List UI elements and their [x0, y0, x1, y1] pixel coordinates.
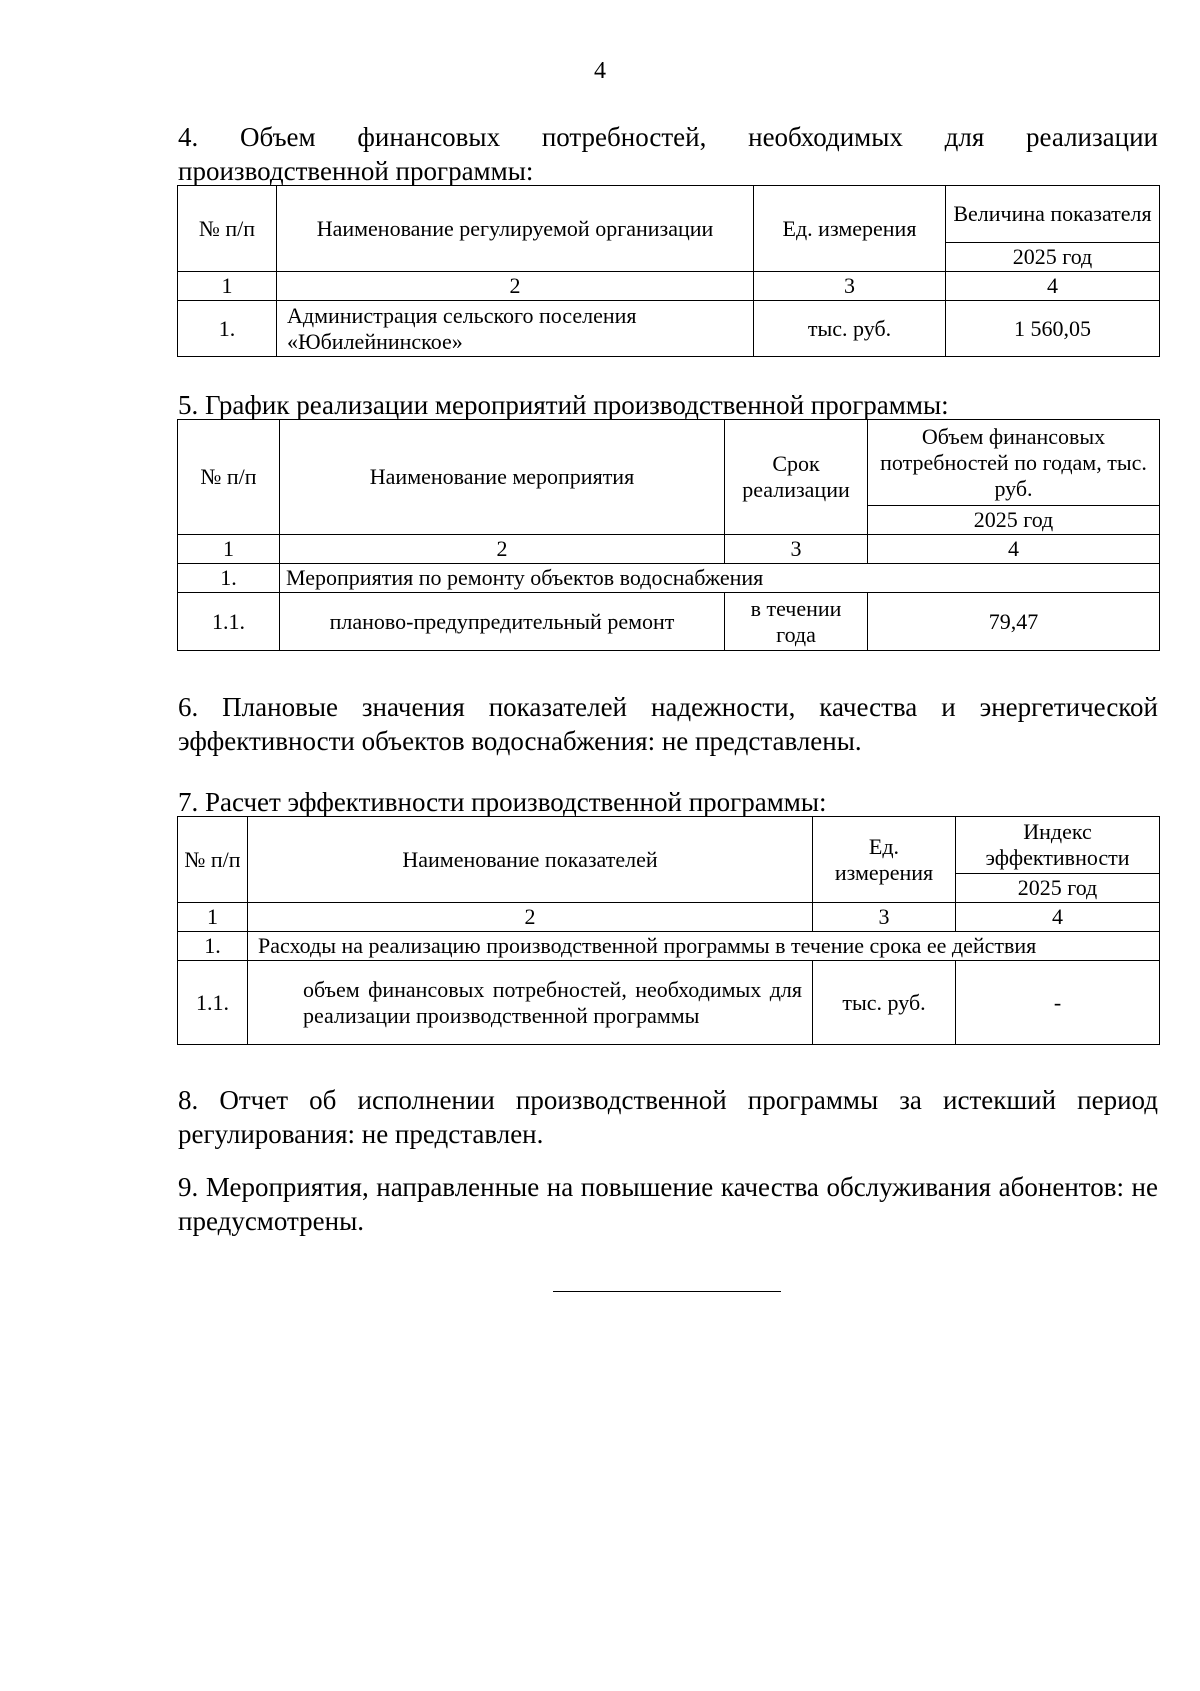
header-unit: Ед. измерения: [813, 817, 956, 903]
header-org-name: Наименование регулируемой организации: [277, 186, 754, 272]
header-volume: Объем финансовых потребностей по годам, тыс. руб.: [868, 420, 1160, 506]
header-year: 2025 год: [946, 243, 1160, 272]
header-num: № п/п: [178, 186, 277, 272]
index-cell: 1: [178, 535, 280, 564]
row-num: 1.: [178, 301, 277, 357]
section6-text: 6. Плановые значения показателей надежности, качества и энергетической эффективности объектов водоснабжения: не представлены.: [178, 692, 1158, 756]
index-cell: 4: [946, 272, 1160, 301]
row-activity-name: планово-предупредительный ремонт: [280, 593, 725, 651]
header-activity-name: Наименование мероприятия: [280, 420, 725, 535]
group-text: Расходы на реализацию производственной программы в течение срока ее действия: [248, 932, 1160, 961]
index-cell: 3: [725, 535, 868, 564]
header-index: Индекс эффективности: [956, 817, 1160, 874]
group-num: 1.: [178, 932, 248, 961]
header-term: Срок реализации: [725, 420, 868, 535]
financial-needs-table: [177, 185, 1160, 357]
schedule-table: [177, 419, 1160, 651]
section4-heading: 4. Объем финансовых потребностей, необходимых для реализации производственной программы:: [178, 122, 1158, 186]
closing-separator-line: [553, 1291, 781, 1292]
row-num: 1.1.: [178, 961, 248, 1045]
table-row: [178, 593, 1160, 651]
header-unit: Ед. измерения: [754, 186, 946, 272]
index-cell: 4: [956, 903, 1160, 932]
header-num: № п/п: [178, 420, 280, 535]
row-value: -: [956, 961, 1160, 1045]
row-value: 1 560,05: [946, 301, 1160, 357]
section8-text: 8. Отчет об исполнении производственной программы за истекший период регулирования: не представлен.: [178, 1085, 1158, 1149]
index-cell: 2: [277, 272, 754, 301]
index-cell: 3: [813, 903, 956, 932]
header-num: № п/п: [178, 817, 248, 903]
row-org-name: Администрация сельского поселения «Юбилейнинское»: [277, 301, 754, 357]
header-indicator-name: Наименование показателей: [248, 817, 813, 903]
efficiency-table: [177, 816, 1160, 1045]
index-cell: 1: [178, 903, 248, 932]
row-value: 79,47: [868, 593, 1160, 651]
table-row: [178, 301, 1160, 357]
group-text: Мероприятия по ремонту объектов водоснабжения: [280, 564, 1160, 593]
row-indicator-name: объем финансовых потребностей, необходимых для реализации производственной программы: [248, 961, 813, 1045]
section9-text: 9. Мероприятия, направленные на повышение качества обслуживания абонентов: не предусмотрены.: [178, 1172, 1158, 1236]
row-term: в течении года: [725, 593, 868, 651]
index-cell: 2: [248, 903, 813, 932]
row-num: 1.1.: [178, 593, 280, 651]
header-value: Величина показателя: [946, 186, 1160, 243]
index-cell: 4: [868, 535, 1160, 564]
row-unit: тыс. руб.: [813, 961, 956, 1045]
header-year: 2025 год: [956, 874, 1160, 903]
row-unit: тыс. руб.: [754, 301, 946, 357]
index-cell: 3: [754, 272, 946, 301]
table-row: [178, 961, 1160, 1045]
page-number: 4: [594, 58, 606, 84]
header-year: 2025 год: [868, 506, 1160, 535]
group-row: [178, 932, 1160, 961]
index-cell: 1: [178, 272, 277, 301]
group-num: 1.: [178, 564, 280, 593]
section7-heading: 7. Расчет эффективности производственной программы:: [178, 787, 827, 817]
index-cell: 2: [280, 535, 725, 564]
group-row: [178, 564, 1160, 593]
section5-heading: 5. График реализации мероприятий производственной программы:: [178, 390, 949, 420]
